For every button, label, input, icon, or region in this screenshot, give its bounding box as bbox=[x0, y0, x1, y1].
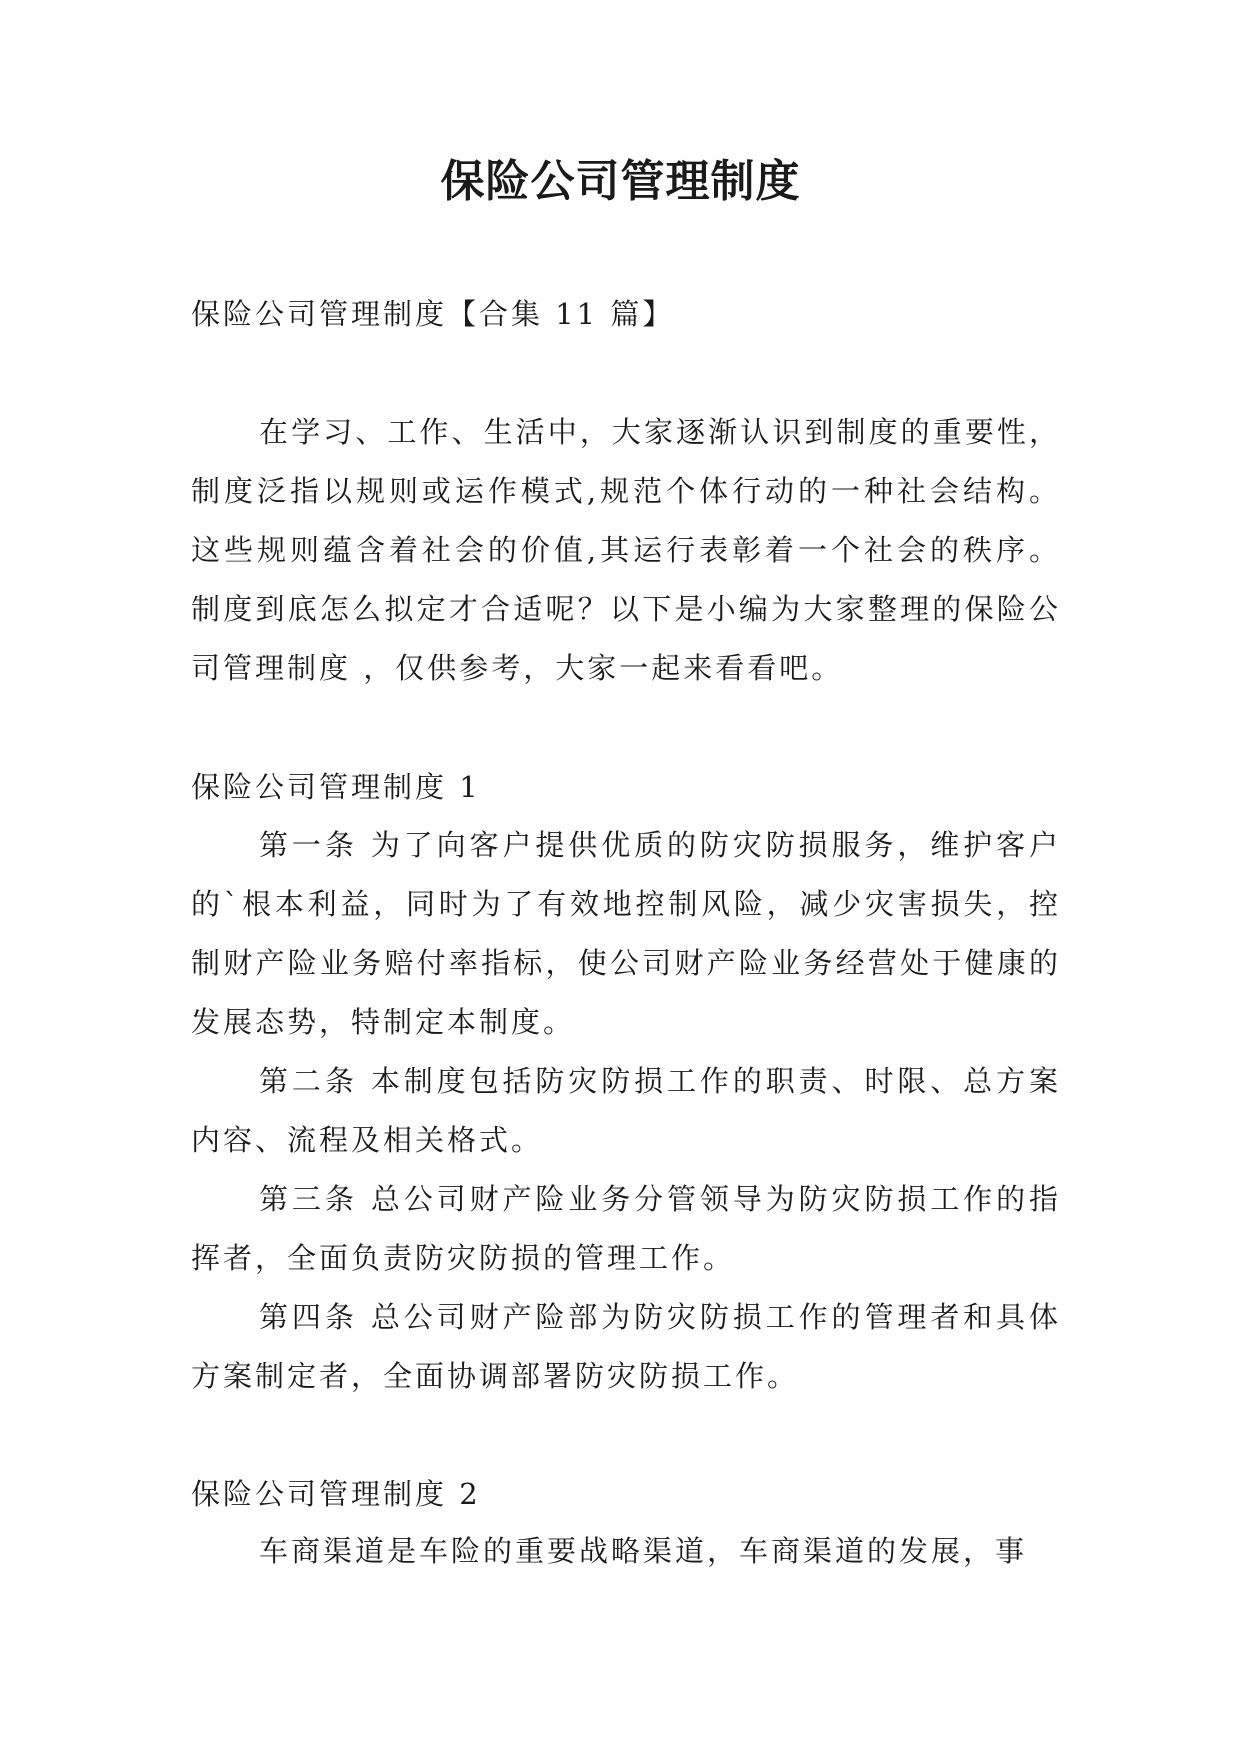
document-title: 保险公司管理制度 bbox=[440, 156, 801, 207]
section-heading-2: 保险公司管理制度 2 bbox=[191, 1477, 481, 1511]
section-2-paragraph: 车商渠道是车险的重要战略渠道，车商渠道的发展，事 bbox=[259, 1534, 1028, 1568]
section-heading-1: 保险公司管理制度 1 bbox=[191, 770, 481, 804]
article-2: 第二条 本制度包括防灾防损工作的职责、时限、总方案内容、流程及相关格式。 bbox=[191, 1064, 1061, 1157]
document-subtitle: 保险公司管理制度【合集 11 篇】 bbox=[191, 297, 675, 331]
article-1: 第一条 为了向客户提供优质的防灾防损服务，维护客户的`根本利益，同时为了有效地控制风险，减少灾害损失，控制财产险业务赔付率指标，使公司财产险业务经营处于健康的发展态势，特制定本制度。 bbox=[191, 828, 1061, 1039]
article-3: 第三条 总公司财产险业务分管领导为防灾防损工作的指挥者，全面负责防灾防损的管理工作。 bbox=[191, 1182, 1061, 1275]
section-2-body bbox=[191, 1522, 1061, 1581]
article-4: 第四条 总公司财产险部为防灾防损工作的管理者和具体方案制定者，全面协调部署防灾防损工作。 bbox=[191, 1300, 1061, 1393]
intro-paragraph: 在学习、工作、生活中，大家逐渐认识到制度的重要性，制度泛指以规则或运作模式,规范个体行动的一种社会结构。这些规则蕴含着社会的价值,其运行表彰着一个社会的秩序。制度到底怎么拟定才合适呢？以下是小编为大家整理的保险公司管理制度 ，仅供参考，大家一起来看看吧。 bbox=[191, 415, 1061, 685]
section-1-articles bbox=[191, 816, 1061, 1406]
